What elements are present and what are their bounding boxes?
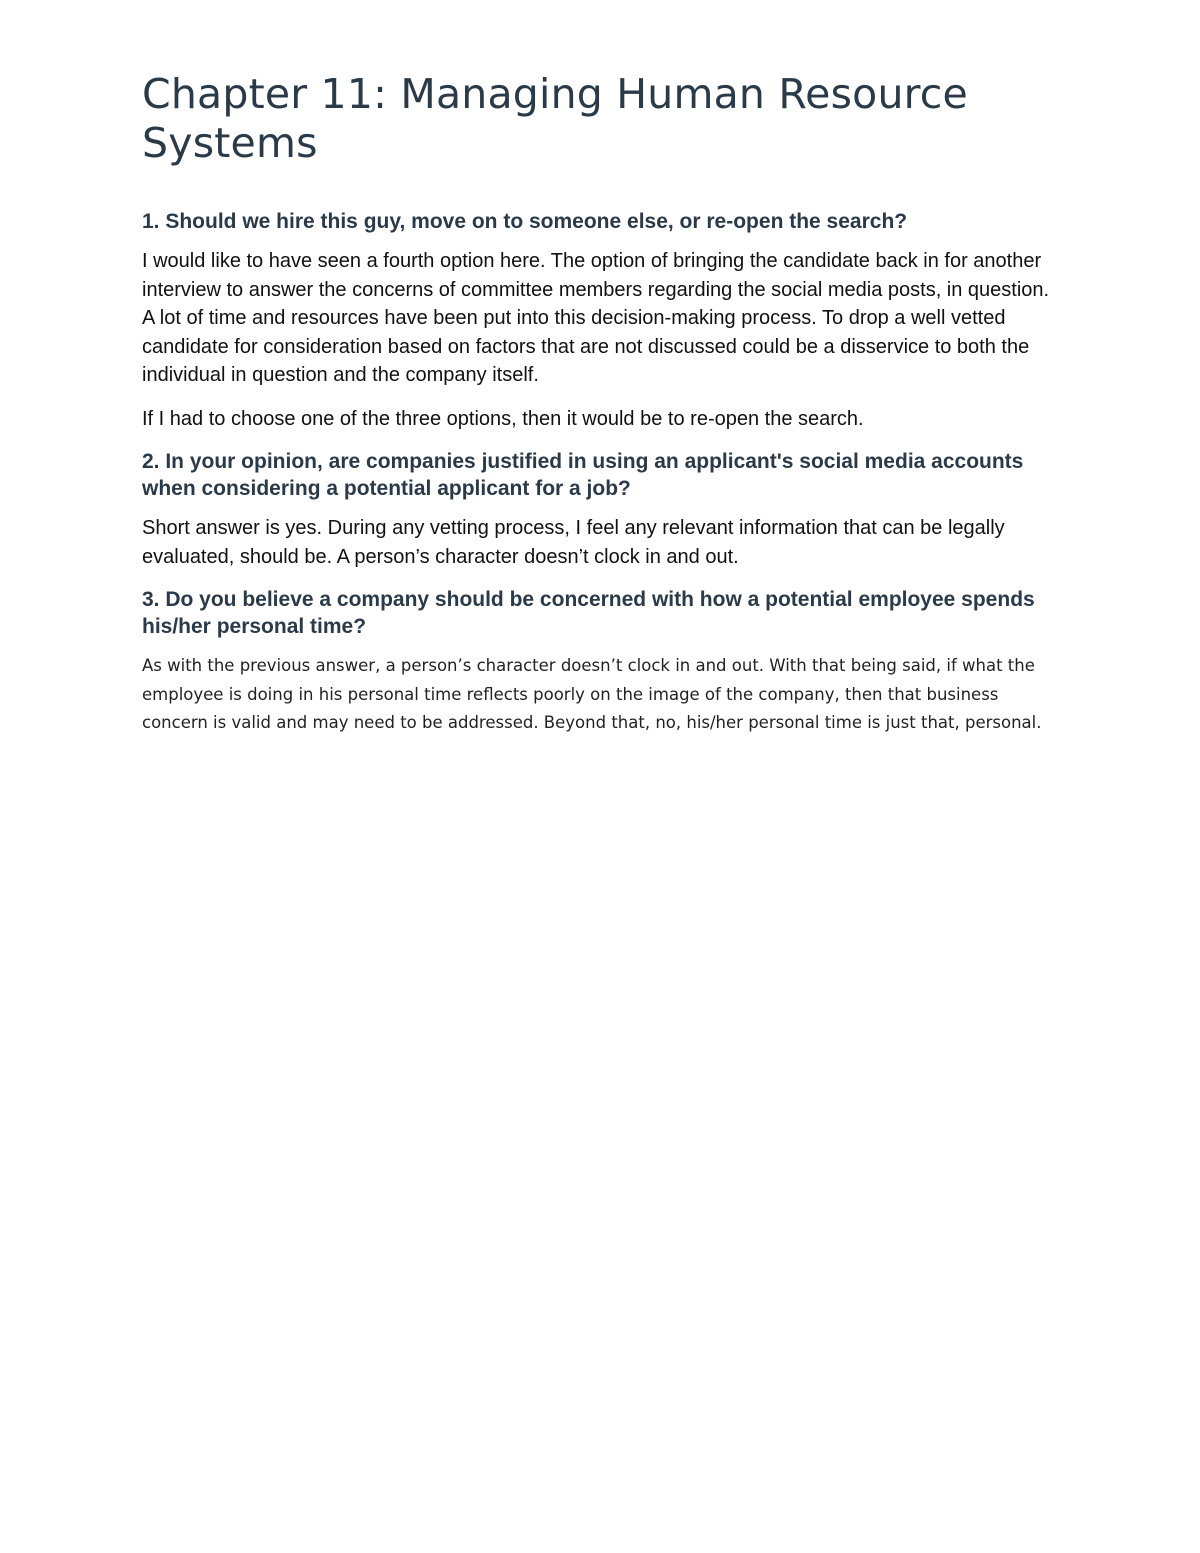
answer-1-paragraph-1: I would like to have seen a fourth option here. The option of bringing the candidate back in for another interview to answer the concerns of committee members regarding the social media posts, in question. A lot of time and resources have been put into this decision-making process. To drop a well vetted candidate for consideration based on factors that are not discussed could be a disservice to both the individual in question and the company itself.: [142, 250, 1050, 386]
section-question-2: [142, 448, 1062, 571]
question-2-heading: 2. In your opinion, are companies justified in using an applicant's social media accounts when considering a potential applicant for a job?: [142, 450, 1024, 500]
section-question-3: [142, 586, 1062, 738]
question-1-heading: 1. Should we hire this guy, move on to someone else, or re-open the search?: [142, 210, 908, 233]
section-question-1: [142, 208, 1062, 433]
answer-2-paragraph-1: Short answer is yes. During any vetting process, I feel any relevant information that can be legally evaluated, should be. A person’s character doesn’t clock in and out.: [142, 517, 1005, 568]
document-content: [142, 70, 1062, 753]
answer-3-paragraph-1: As with the previous answer, a person’s character doesn’t clock in and out. With that being said, if what the employee is doing in his personal time reflects poorly on the image of the company, then that business concern is valid and may need to be addressed. Beyond that, no, his/her personal time is just that, personal.: [142, 656, 1042, 732]
answer-1-paragraph-2: If I had to choose one of the three options, then it would be to re-open the search.: [142, 407, 864, 430]
question-3-heading: 3. Do you believe a company should be concerned with how a potential employee spends his/her personal time?: [142, 588, 1035, 638]
document-title: Chapter 11: Managing Human Resource Systems: [142, 70, 968, 167]
